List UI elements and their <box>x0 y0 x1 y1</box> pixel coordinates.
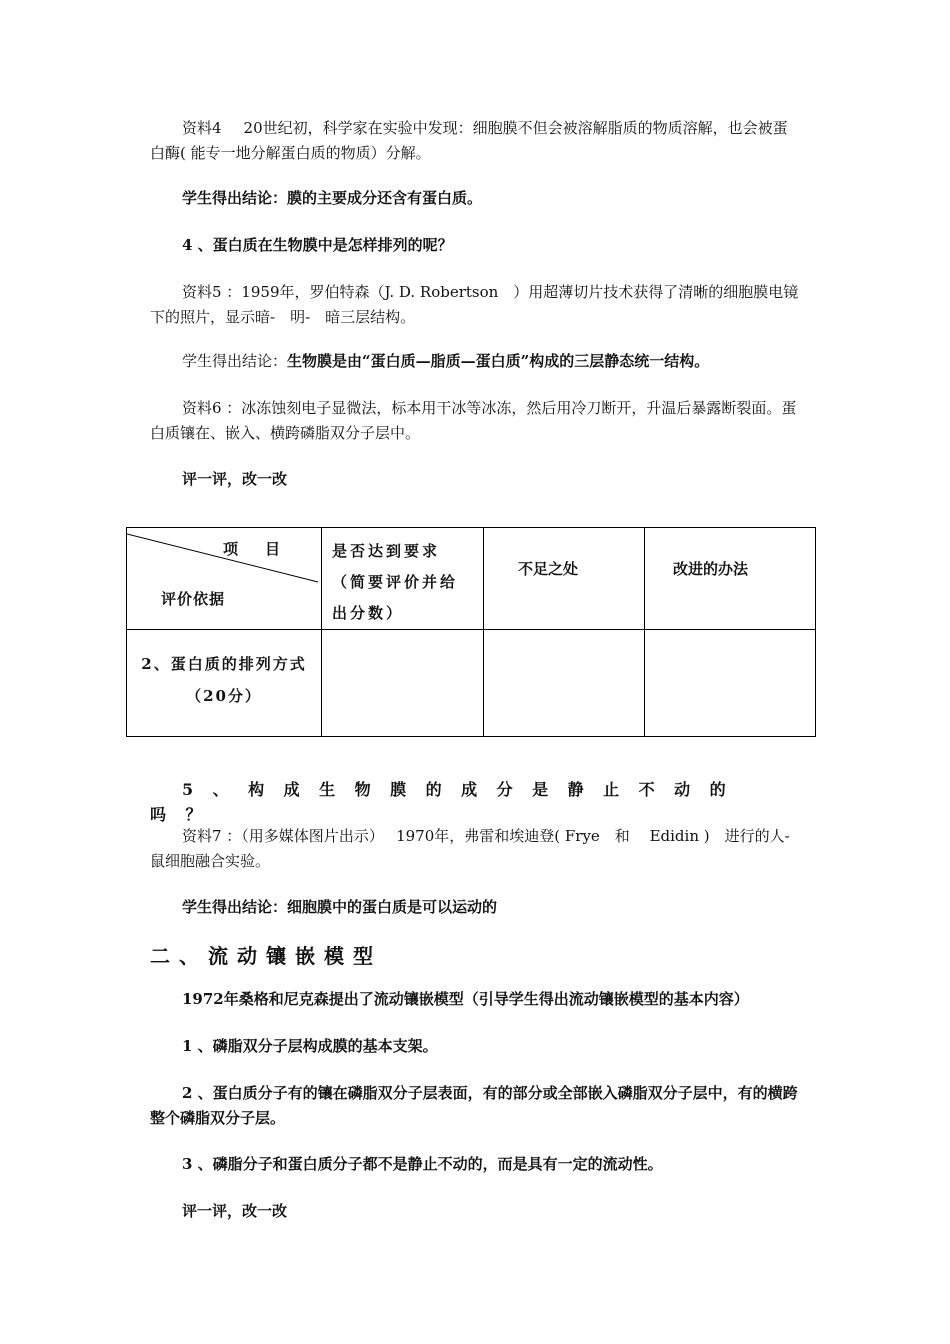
model-point-2: 2 、蛋白质分子有的镶在磷脂双分子层表面，有的部分或全部嵌入磷脂双分子层中，有的横跨整个磷脂双分子层。 <box>150 1084 798 1127</box>
material-6-paragraph: 资料6 ：冰冻蚀刻电子显微法，标本用干冰等冰冻，然后用冷刀断开，升温后暴露断裂面。蛋白质镶在、嵌入、横跨磷脂双分子层中。 <box>150 399 797 442</box>
diagonal-header-cell <box>127 528 322 630</box>
model-intro: 1972年桑格和尼克森提出了流动镶嵌模型（引导学生得出流动镶嵌模型的基本内容） <box>182 990 749 1008</box>
conclusion-3: 学生得出结论：细胞膜中的蛋白质是可以运动的 <box>182 898 498 916</box>
review-heading-1: 评一评，改一改 <box>182 470 288 488</box>
header-improve-label: 改进的办法 <box>673 560 749 578</box>
section-2-title: 二、流动镶嵌模型 <box>150 944 382 968</box>
conclusion-2-prefix: 学生得出结论： <box>182 352 288 370</box>
row-requirement-cell[interactable] <box>322 630 484 737</box>
table-row <box>127 630 816 737</box>
header-item-label: 项 目 <box>223 540 287 558</box>
header-improve-cell <box>645 528 816 630</box>
header-shortcoming-label: 不足之处 <box>518 560 579 578</box>
conclusion-1: 学生得出结论：膜的主要成分还含有蛋白质。 <box>182 189 483 207</box>
evaluation-table <box>126 527 816 737</box>
conclusion-2 <box>150 349 802 374</box>
row-basis-line-2: （20分） <box>186 687 262 705</box>
model-point-3: 3 、磷脂分子和蛋白质分子都不是静止不动的，而是具有一定的流动性。 <box>182 1155 663 1173</box>
header-requirement-cell <box>322 528 484 630</box>
row-basis-line-1: 2、蛋白质的排列方式 <box>141 655 307 673</box>
material-4-paragraph <box>150 116 802 166</box>
model-point-1: 1 、磷脂双分子层构成膜的基本支架。 <box>182 1037 438 1055</box>
header-requirement-label: 是否达到要求（简要评价并给出分数） <box>332 542 459 622</box>
table-header-row <box>127 528 816 630</box>
review-heading-2: 评一评，改一改 <box>182 1202 288 1220</box>
header-shortcoming-cell <box>484 528 645 630</box>
question-5: 5、构成生物膜的成分是静止不动的吗？ <box>150 780 746 824</box>
material-4-label: 资料4 <box>182 119 222 137</box>
row-basis-cell <box>127 630 322 737</box>
conclusion-2-text: 生物膜是由“蛋白质—脂质—蛋白质”构成的三层静态统一结构。 <box>287 352 710 370</box>
material-5-paragraph: 资料5 ：1959年，罗伯特森（J. D. Robertson ）用超薄切片技术获得了清晰的细胞膜电镜下的照片，显示暗- 明- 暗三层结构。 <box>150 283 799 326</box>
row-shortcoming-cell[interactable] <box>484 630 645 737</box>
row-improve-cell[interactable] <box>645 630 816 737</box>
question-4: 4 、蛋白质在生物膜中是怎样排列的呢？ <box>182 236 453 254</box>
material-7-paragraph: 资料7 ：（用多媒体图片出示） 1970年，弗雷和埃迪登( Frye 和 Edidin ) 进行的人- 鼠细胞融合实验。 <box>150 827 805 870</box>
material-4-text: 20世纪初，科学家在实验中发现：细胞膜不但会被溶解脂质的物质溶解，也会被蛋白酶( 能专一地分解蛋白质的物质）分解。 <box>150 119 788 162</box>
header-basis-label: 评价依据 <box>161 590 226 608</box>
